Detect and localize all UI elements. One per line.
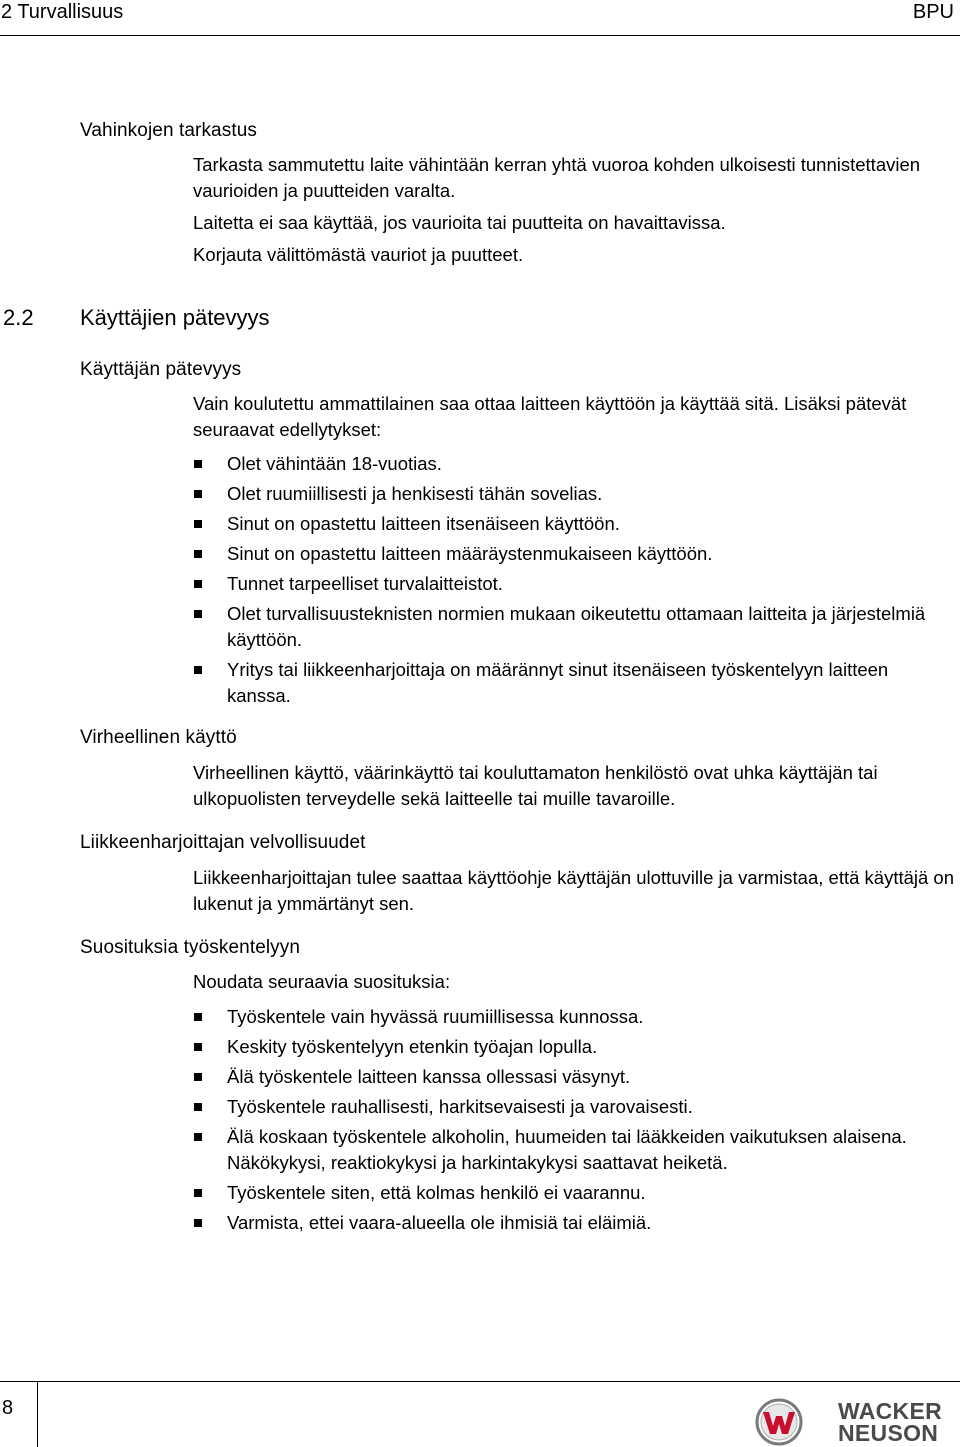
bullet-square-icon (194, 1189, 202, 1197)
list-item (193, 1180, 955, 1206)
bullet-square-icon (194, 1043, 202, 1051)
logo-line-1: WACKER (838, 1398, 943, 1424)
damage-check-paragraph-2: Laitetta ei saa käyttää, jos vaurioita tai puutteita on havaittavissa. (193, 212, 726, 233)
list-item-text: Älä työskentele laitteen kanssa ollessasi väsynyt. (227, 1066, 631, 1087)
work-recommendations-heading: Suosituksia työskentelyyn (80, 937, 301, 958)
list-item-text: Työskentele vain hyvässä ruumiillisessa kunnossa. (227, 1006, 644, 1027)
bullet-square-icon (194, 520, 202, 528)
list-item (193, 571, 955, 597)
misuse-heading: Virheellinen käyttö (80, 727, 237, 748)
list-item (193, 1034, 955, 1060)
wacker-neuson-w-logo-icon (754, 1398, 804, 1446)
user-competence-list (193, 451, 955, 713)
work-recommendations-intro: Noudata seuraavia suosituksia: (193, 971, 451, 992)
bullet-square-icon (194, 1013, 202, 1021)
damage-check-paragraph-1: Tarkasta sammutettu laite vähintään kerran yhtä vuoroa kohden ulkoisesti tunnistettavien vaurioiden ja puutteiden varalta. (193, 154, 921, 201)
section-heading-2-2 (3, 305, 270, 331)
product-name: BPU (912, 1, 954, 23)
list-item (193, 601, 955, 653)
bullet-square-icon (194, 1103, 202, 1111)
damage-check-body (193, 152, 955, 268)
list-item-text: Yritys tai liikkeenharjoittaja on määrännyt sinut itsenäiseen työskentelyyn laitteen kanssa. (227, 659, 889, 706)
page-number: 8 (2, 1397, 14, 1419)
footer-divider (0, 1381, 960, 1382)
section-number: 2.2 (3, 305, 34, 330)
section-title: Käyttäjien pätevyys (80, 305, 270, 330)
damage-check-paragraph-3: Korjauta välittömästä vauriot ja puutteet. (193, 244, 524, 265)
list-item-text: Tunnet tarpeelliset turvalaitteistot. (227, 573, 503, 594)
list-item-text: Sinut on opastettu laitteen määräystenmukaiseen käyttöön. (227, 543, 713, 564)
list-item (193, 451, 955, 477)
bullet-square-icon (194, 580, 202, 588)
bullet-square-icon (194, 1133, 202, 1141)
page-header (0, 0, 960, 36)
damage-check-heading: Vahinkojen tarkastus (80, 120, 257, 141)
bullet-square-icon (194, 490, 202, 498)
work-recommendations-list (193, 1004, 955, 1240)
operator-duties-heading: Liikkeenharjoittajan velvollisuudet (80, 832, 366, 853)
footer-vertical-divider (37, 1381, 38, 1447)
bullet-square-icon (194, 1219, 202, 1227)
brand-logo (838, 1400, 942, 1444)
bullet-square-icon (194, 460, 202, 468)
list-item (193, 1124, 955, 1176)
logo-line-2: NEUSON (838, 1420, 939, 1446)
bullet-square-icon (194, 666, 202, 674)
misuse-text: Virheellinen käyttö, väärinkäyttö tai kouluttamaton henkilöstö ovat uhka käyttäjän tai ulkopuolisten terveydelle sekä laitteelle tai muille tavaroille. (193, 762, 878, 809)
list-item-text: Työskentele rauhallisesti, harkitsevaisesti ja varovaisesti. (227, 1096, 693, 1117)
list-item-text: Älä koskaan työskentele alkoholin, huumeiden tai lääkkeiden vaikutuksen alaisena. Näkökykysi, reaktiokykysi ja harkintakykysi saattavat heiketä. (227, 1126, 907, 1173)
bullet-square-icon (194, 610, 202, 618)
list-item (193, 1094, 955, 1120)
operator-duties-text: Liikkeenharjoittajan tulee saattaa käyttöohje käyttäjän ulottuville ja varmistaa, että käyttäjä on lukenut ja ymmärtänyt sen. (193, 867, 955, 914)
list-item (193, 511, 955, 537)
list-item-text: Varmista, ettei vaara-alueella ole ihmisiä tai eläimiä. (227, 1212, 652, 1233)
header-divider (0, 35, 960, 36)
list-item-text: Keskity työskentelyyn etenkin työajan lopulla. (227, 1036, 598, 1057)
list-item (193, 1210, 955, 1236)
list-item-text: Olet vähintään 18-vuotias. (227, 453, 442, 474)
user-competence-intro: Vain koulutettu ammattilainen saa ottaa laitteen käyttöön ja käyttää sitä. Lisäksi pätevät seuraavat edellytykset: (193, 393, 907, 440)
list-item (193, 657, 955, 709)
list-item-text: Sinut on opastettu laitteen itsenäiseen käyttöön. (227, 513, 620, 534)
list-item (193, 1064, 955, 1090)
chapter-title: 2 Turvallisuus (1, 1, 124, 23)
bullet-square-icon (194, 1073, 202, 1081)
user-competence-heading: Käyttäjän pätevyys (80, 359, 242, 380)
list-item (193, 541, 955, 567)
list-item-text: Työskentele siten, että kolmas henkilö ei vaarannu. (227, 1182, 646, 1203)
list-item (193, 481, 955, 507)
bullet-square-icon (194, 550, 202, 558)
list-item-text: Olet ruumiillisesti ja henkisesti tähän sovelias. (227, 483, 603, 504)
list-item-text: Olet turvallisuusteknisten normien mukaan oikeutettu ottamaan laitteita ja järjestelmiä käyttöön. (227, 603, 926, 650)
list-item (193, 1004, 955, 1030)
